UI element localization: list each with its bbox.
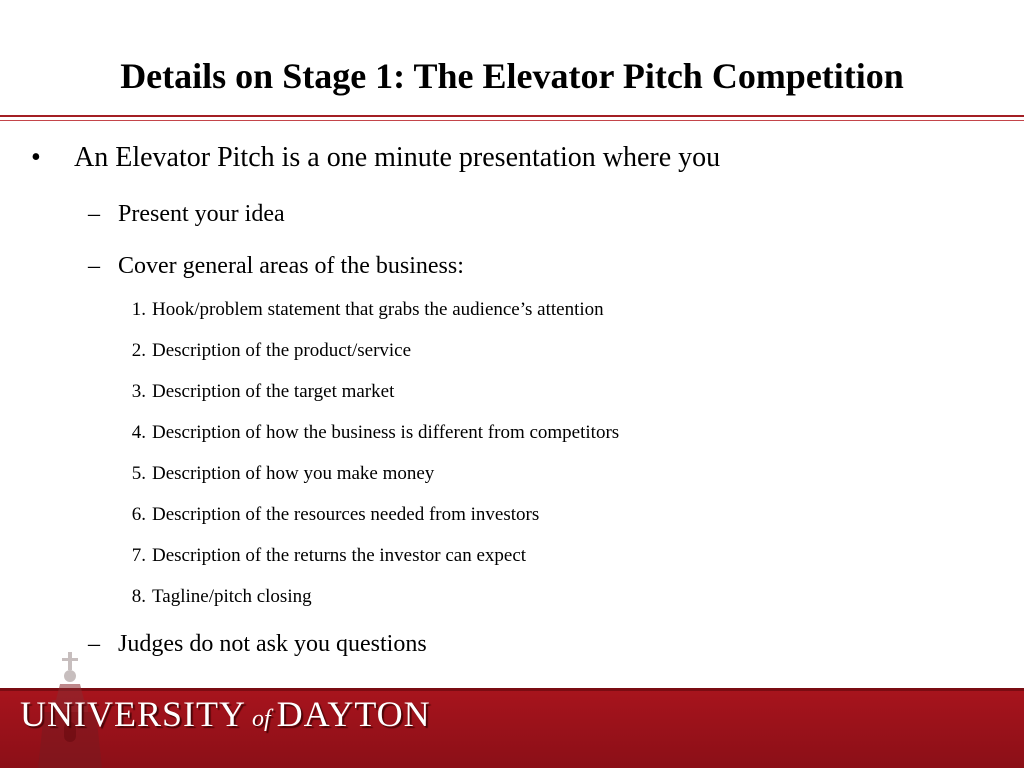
item-number: 4.: [131, 422, 146, 443]
item-text: Description of how the business is different from competitors: [152, 422, 620, 443]
dash-marker: –: [88, 201, 100, 227]
logo-word-university: UNIVERSITY: [20, 694, 246, 734]
university-logo: [20, 692, 431, 736]
dash-marker: –: [88, 253, 100, 279]
sub-item-text: Cover general areas of the business:: [118, 253, 464, 279]
main-bullet-text: An Elevator Pitch is a one minute presentation where you: [74, 142, 721, 173]
item-number: 3.: [131, 381, 146, 402]
item-text: Description of the resources needed from investors: [152, 504, 540, 525]
item-text: Description of the target market: [152, 381, 395, 402]
footer-top-edge: [0, 688, 1024, 691]
dash-marker: –: [88, 631, 100, 657]
title-divider-thick: [0, 115, 1024, 117]
title-divider-thin: [0, 120, 1024, 121]
item-text: Description of the returns the investor can expect: [152, 545, 527, 566]
item-number: 8.: [131, 586, 146, 607]
item-text: Tagline/pitch closing: [152, 586, 312, 607]
sub-item-text: Present your idea: [118, 201, 285, 227]
item-number: 1.: [131, 299, 146, 320]
item-number: 2.: [131, 340, 146, 361]
logo-word-of: of: [251, 706, 271, 732]
item-text: Hook/problem statement that grabs the audience’s attention: [152, 299, 604, 320]
slide-title: Details on Stage 1: The Elevator Pitch Competition: [120, 56, 904, 96]
logo-word-dayton: DAYTON: [276, 694, 431, 734]
item-number: 5.: [131, 463, 146, 484]
item-number: 7.: [131, 545, 146, 566]
bullet-marker: •: [31, 142, 41, 173]
item-text: Description of how you make money: [152, 463, 435, 484]
sub-item-text: Judges do not ask you questions: [118, 631, 427, 657]
item-text: Description of the product/service: [152, 340, 412, 361]
item-number: 6.: [131, 504, 146, 525]
